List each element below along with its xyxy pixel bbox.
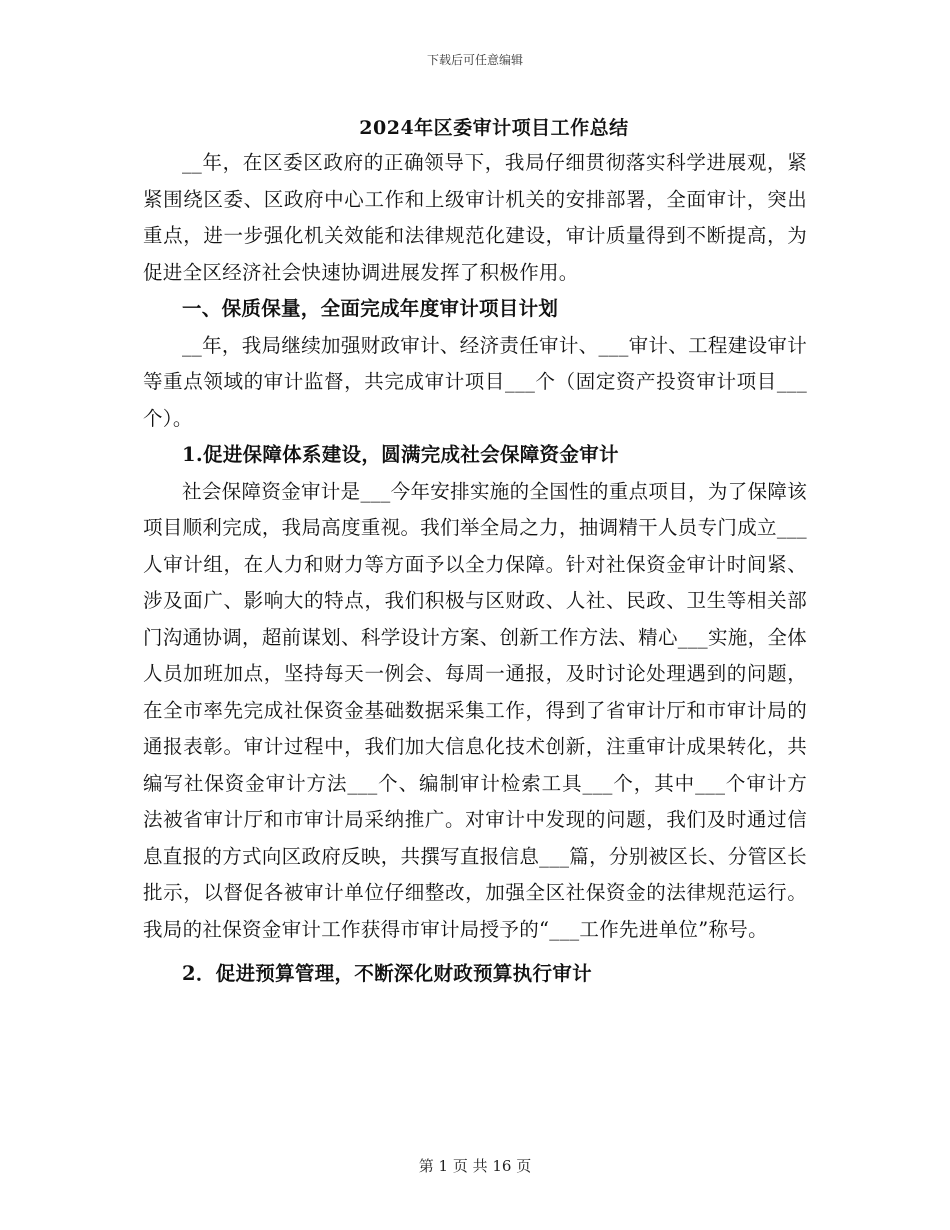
subsection-heading-2: 2．促进预算管理，不断深化财政预算执行审计 [182,962,592,985]
document-body [143,111,807,993]
section-1-paragraph: __年，我局继续加强财政审计、经济责任审计、___审计、工程建设审计等重点领域的审计监督，共完成审计项目___个（固定资产投资审计项目___个）。 [143,333,807,430]
subsection-heading-1: 1.促进保障体系建设，圆满完成社会保障资金审计 [182,443,619,466]
page-number: 第 1 页 共 16 页 [418,1157,532,1175]
intro-paragraph: __年，在区委区政府的正确领导下，我局仔细贯彻落实科学进展观，紧紧围绕区委、区政府中心工作和上级审计机关的安排部署，全面审计，突出重点，进一步强化机关效能和法律规范化建设，审计质量得到不断提高，为促进全区经济社会快速协调进展发挥了积极作用。 [143,151,807,284]
document-title: 2024年区委审计项目工作总结 [359,117,629,139]
section-heading-1: 一、保质保量，全面完成年度审计项目计划 [182,297,559,320]
page-header-note: 下载后可任意编辑 [426,53,523,67]
subsection-1-paragraph: 社会保障资金审计是___今年安排实施的全国性的重点项目，为了保障该项目顺利完成，我局高度重视。我们举全局之力，抽调精干人员专门成立___人审计组，在人力和财力等方面予以全力保障。针对社保资金审计时间紧、涉及面广、影响大的特点，我们积极与区财政、人社、民政、卫生等相关部门沟通协调，超前谋划、科学设计方案、创新工作方法、精心___实施，全体人员加班加点，坚持每天一例会、每周一通报，及时讨论处理遇到的问题，在全市率先完成社保资金基础数据采集工作，得到了省审计厅和市审计局的通报表彰。审计过程中，我们加大信息化技术创新，注重审计成果转化，共编写社保资金审计方法___个、编制审计检索工具___个，其中___个审计方法被省审计厅和市审计局采纳推广。对审计中发现的问题，我们及时通过信息直报的方式向区政府反映，共撰写直报信息___篇，分别被区长、分管区长批示，以督促各被审计单位仔细整改，加强全区社保资金的法律规范运行。我局的社保资金审计工作获得市审计局授予的“___工作先进单位”称号。 [143,479,807,941]
